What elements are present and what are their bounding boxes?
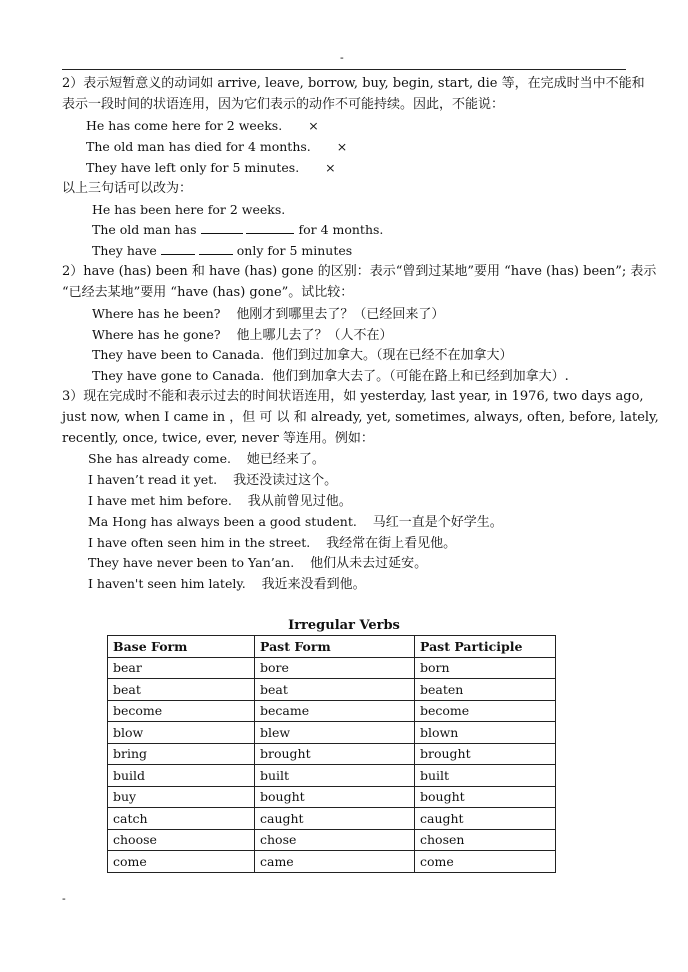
example-line-1 bbox=[88, 450, 325, 469]
past-form-cell: bought bbox=[255, 786, 415, 808]
example-zh: 他们从未去过延安。 bbox=[310, 556, 428, 571]
wrong-sentence-text: The old man has died for 4 months. bbox=[86, 139, 311, 154]
base-form-cell: choose bbox=[108, 829, 255, 851]
past-form-cell: became bbox=[255, 700, 415, 722]
section-2-line-2: 表示一段时间的状语连用，因为它们表示的动作不可能持续。因此，不能说： bbox=[62, 97, 505, 112]
past-participle-cell: caught bbox=[415, 808, 556, 830]
fill-blank bbox=[201, 221, 243, 234]
past-participle-cell: become bbox=[415, 700, 556, 722]
correct-sentence-1: He has been here for 2 weeks. bbox=[92, 202, 286, 217]
table-row bbox=[108, 829, 556, 851]
compare-zh: 他刚才到哪里去了？（已经回来了） bbox=[236, 307, 445, 322]
section-2-line-1: 2）表示短暂意义的动词如 arrive, leave, borrow, buy, begin, start, die 等，在完成时当中不能和 bbox=[62, 76, 645, 91]
example-line-3 bbox=[88, 492, 352, 511]
example-zh: 我近来没看到他。 bbox=[261, 577, 366, 592]
header-rule bbox=[62, 69, 626, 70]
example-line-5 bbox=[88, 534, 456, 553]
base-form-cell: beat bbox=[108, 679, 255, 701]
header-past-participle: Past Participle bbox=[415, 636, 556, 658]
sentence-start: They have bbox=[92, 243, 157, 258]
table-row bbox=[108, 851, 556, 873]
sentence-end: only for 5 minutes bbox=[236, 243, 353, 258]
table-row bbox=[108, 657, 556, 679]
header-past-form: Past Form bbox=[255, 636, 415, 658]
sentence-end: for 4 months. bbox=[298, 222, 384, 237]
past-participle-cell: chosen bbox=[415, 829, 556, 851]
correct-sentence-3 bbox=[92, 242, 352, 260]
compare-en: They have gone to Canada. bbox=[92, 368, 265, 383]
section-3-line-2: “已经去某地”要用 “have (has) gone”。试比较： bbox=[62, 285, 354, 300]
example-en: They have never been to Yan’an. bbox=[88, 555, 295, 570]
wrong-sentence-text: They have left only for 5 minutes. bbox=[86, 160, 300, 175]
section-4-line-2: just now, when I came in ，但 可 以 和 already, yet, sometimes, always, often, before, lately, bbox=[62, 410, 659, 425]
example-line-6 bbox=[88, 554, 427, 573]
cross-mark: × bbox=[336, 139, 348, 154]
past-form-cell: bore bbox=[255, 657, 415, 679]
past-participle-cell: come bbox=[415, 851, 556, 873]
base-form-cell: bring bbox=[108, 743, 255, 765]
wrong-sentence-3 bbox=[86, 159, 336, 177]
base-form-cell: come bbox=[108, 851, 255, 873]
fill-blank bbox=[161, 242, 195, 255]
example-line-2 bbox=[88, 471, 337, 490]
example-en: I have often seen him in the street. bbox=[88, 535, 311, 550]
base-form-cell: catch bbox=[108, 808, 255, 830]
compare-line-4 bbox=[92, 367, 569, 386]
compare-en: Where has he been? bbox=[92, 306, 221, 321]
past-form-cell: brought bbox=[255, 743, 415, 765]
past-participle-cell: brought bbox=[415, 743, 556, 765]
section-4-line-3: recently, once, twice, ever, never 等连用。例如： bbox=[62, 431, 374, 446]
table-row bbox=[108, 743, 556, 765]
past-participle-cell: bought bbox=[415, 786, 556, 808]
header-mark: - bbox=[340, 51, 344, 64]
wrong-sentence-2 bbox=[86, 138, 347, 156]
compare-zh: 他们到过加拿大。（现在已经不在加拿大） bbox=[272, 348, 513, 363]
compare-en: They have been to Canada. bbox=[92, 347, 265, 362]
section-4-line-1: 3）现在完成时不能和表示过去的时间状语连用，如 yesterday, last year, in 1976, two days ago, bbox=[62, 389, 644, 404]
example-zh: 我从前曾见过他。 bbox=[247, 494, 352, 509]
header-base-form: Base Form bbox=[108, 636, 255, 658]
cross-mark: × bbox=[308, 118, 319, 133]
fill-blank bbox=[199, 242, 233, 255]
example-line-4 bbox=[88, 513, 503, 532]
cross-mark: × bbox=[325, 160, 336, 175]
past-participle-cell: built bbox=[415, 765, 556, 787]
footer-mark: - bbox=[62, 892, 66, 905]
base-form-cell: build bbox=[108, 765, 255, 787]
example-zh: 她已经来了。 bbox=[246, 452, 325, 467]
base-form-cell: buy bbox=[108, 786, 255, 808]
example-en: I haven't seen him lately. bbox=[88, 576, 246, 591]
example-zh: 我经常在街上看见他。 bbox=[326, 536, 457, 551]
compare-zh: 他们到加拿大去了。（可能在路上和已经到加拿大）. bbox=[272, 369, 569, 384]
past-form-cell: blew bbox=[255, 722, 415, 744]
base-form-cell: blow bbox=[108, 722, 255, 744]
table-row bbox=[108, 765, 556, 787]
example-en: I haven’t read it yet. bbox=[88, 472, 218, 487]
correct-sentence-2 bbox=[92, 221, 383, 239]
past-participle-cell: beaten bbox=[415, 679, 556, 701]
table-title: Irregular Verbs bbox=[288, 618, 400, 633]
past-form-cell: chose bbox=[255, 829, 415, 851]
example-en: Ma Hong has always been a good student. bbox=[88, 514, 357, 529]
table-row bbox=[108, 679, 556, 701]
past-participle-cell: blown bbox=[415, 722, 556, 744]
past-form-cell: came bbox=[255, 851, 415, 873]
table-header-row bbox=[108, 636, 556, 658]
past-form-cell: built bbox=[255, 765, 415, 787]
table-row bbox=[108, 722, 556, 744]
past-form-cell: beat bbox=[255, 679, 415, 701]
example-en: She has already come. bbox=[88, 451, 231, 466]
past-participle-cell: born bbox=[415, 657, 556, 679]
past-form-cell: caught bbox=[255, 808, 415, 830]
sentence-start: The old man has bbox=[92, 222, 197, 237]
fill-blank bbox=[246, 221, 294, 234]
correct-intro: 以上三句话可以改为： bbox=[62, 181, 193, 196]
section-3-line-1: 2）have (has) been 和 have (has) gone 的区别：表示“曾到过某地”要用 “have (has) been”; 表示 bbox=[62, 264, 657, 279]
compare-line-1 bbox=[92, 305, 444, 324]
example-zh: 马红一直是个好学生。 bbox=[372, 515, 503, 530]
example-zh: 我还没读过这个。 bbox=[233, 473, 338, 488]
wrong-sentence-1 bbox=[86, 117, 319, 135]
example-en: I have met him before. bbox=[88, 493, 232, 508]
irregular-verbs-table bbox=[107, 635, 556, 873]
table-row bbox=[108, 786, 556, 808]
compare-zh: 他上哪儿去了？（人不在） bbox=[236, 328, 393, 343]
compare-en: Where has he gone? bbox=[92, 327, 221, 342]
base-form-cell: bear bbox=[108, 657, 255, 679]
example-line-7 bbox=[88, 575, 366, 594]
base-form-cell: become bbox=[108, 700, 255, 722]
compare-line-3 bbox=[92, 346, 513, 365]
table-row bbox=[108, 808, 556, 830]
table-row bbox=[108, 700, 556, 722]
wrong-sentence-text: He has come here for 2 weeks. bbox=[86, 118, 283, 133]
compare-line-2 bbox=[92, 326, 393, 345]
